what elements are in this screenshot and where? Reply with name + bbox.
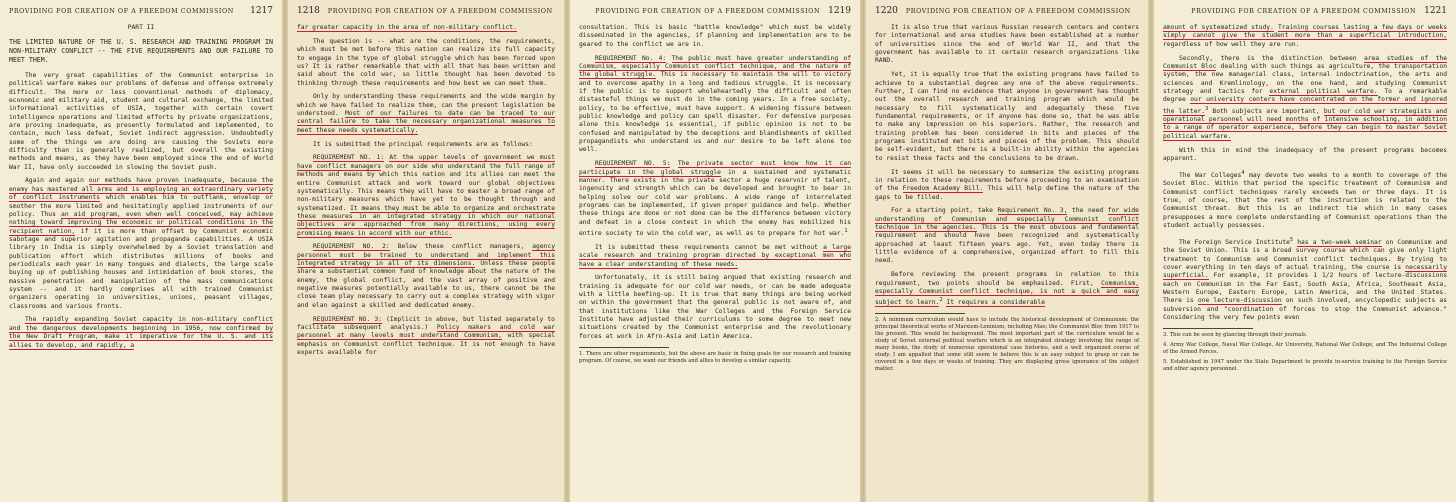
paragraph: Again and again our methods have proven inadequate, because the enemy has mastered all arms and is employing an extraordinary variety of conflict instruments which enables him to outflank, envelop or smother the more limited and hesitatingly applied instruments of our policy. Thus an aid program, even when well conceived, may achieve nothing toward improving the economic or political conditions in the recipient nation, if it is more than offset by Communist economic sabotage and superior agitation and propaganda capabilities. A USIA library in India is simply overwhelmed by a Soviet translation and publication effort which distributes millions of books and periodicals each year in many tongues and dialects, the large scale buying up of publishing houses and intimidation of book stores, the massive penetration and manipulation of the mass communications system -- and it hardly comprises all with trained Communist organizers operating in universities, unions, peasant villages, classrooms and various fronts.: [9, 177, 274, 310]
highlighted-text: It means they must be able to organize and orchestrate these measures in an integrated strategy in which our national objectives are approached from many directions, using every promising means in accord with our ethic.: [297, 204, 555, 237]
highlighted-text: far greater capacity in the area of non-military conflict.: [297, 24, 517, 31]
footnote-2: 2. A minimum curriculum would have to include the historical development of Communism; the principal theoretical works of Marxism-Leninism, including Mao; the Communist Bloc from 1917 to the present. This would be background. The most important part of the curriculum would be a study of Soviet external political warfare which is an integrated strategy involving the range of many books, the study of numerous operational case histories, and a well organized course of study. I am appalled that some still seem to believe this is an easy subject to grasp or can be covered in a few days or weeks of training. They are displaying gross ignorance of the subject matter.: [875, 317, 1139, 373]
highlighted-text: necessarily superficial.: [1163, 263, 1447, 280]
footnote-1: 1. There are other requirements, but the above are basic in fixing goals for our research and training program. Of course, we want our friends and allies to develop a similar capacity.: [579, 350, 851, 364]
page-1218: [288, 0, 564, 502]
running-header: PROVIDING FOR CREATION OF A FREEDOM COMMISSION: [9, 8, 234, 15]
highlighted-text: It requires a considerable: [946, 299, 1045, 307]
paragraph: [297, 24, 555, 32]
highlighted-text: our university centers have concentrated on the former and ignored the latter.: [1163, 96, 1447, 115]
paragraph: It seems it will be necessary to summarize the existing programs in relation to these requirements before proceeding to an examination of the Freedom Academy Bill. This will help define the nature of the gaps to be filled.: [875, 168, 1139, 201]
page-header: [875, 6, 1139, 16]
footnote-ref: 1: [844, 227, 848, 234]
requirement-1: REQUIREMENT NO. 1: At the upper levels of government we must have conflict managers on our side who understand the full range of methods and means by which this nation and its allies can meet the entire Communist attack and work toward our global objectives systematically. This means they will have to master a broad range of non-military measures which have yet to be thought through and systematized. It means they must be able to organize and orchestrate these measures in an integrated strategy in which our national objectives are approached from many directions, using every promising means in accord with our ethic.: [297, 154, 556, 237]
page-1217: [0, 0, 282, 502]
page-number: 1217: [250, 6, 273, 16]
paragraph: With this in mind the inadequacy of the present programs becomes apparent.: [1163, 146, 1447, 162]
footnote-5: 5. Established in 1947 under the State Department to provide in-service training to the Foreign Service and other agency personnel.: [1163, 358, 1447, 372]
highlighted-text: Communism, especially Communist conflict technique, is not a quick and easy subject to learn.: [875, 279, 1139, 307]
highlighted-text: one lecture-discussion: [1197, 297, 1282, 305]
page-header: [9, 6, 273, 16]
paragraph: It is submitted the principal requirements are as follows:: [313, 140, 533, 148]
paragraph: amount of systematized study. Training courses lasting a few days or weeks simply cannot give the student more than a superficial introduction, regardless of how well they are run.: [1163, 24, 1447, 48]
highlighted-text: has a two-week seminar: [1297, 238, 1382, 246]
highlighted-text: Policy makers and cold war personnel at many levels must understand Communism,: [297, 324, 555, 340]
requirement-2: REQUIREMENT NO. 2: Below these conflict managers, agency personnel must be trained to understand and implement this integrated strategy in all of its dimensions. Unless these people share a substantial common fund of knowledge about the nature of the enemy, the global conflict, and the vast array of positive and negative measures potentially available to us, there cannot be the close team play necessary to carry out a complex strategy with vigor and elan against a skilled and dedicated enemy.: [297, 243, 555, 309]
paragraph: Yet, it is equally true that the existing programs have failed to achieve to a substantial degree any one of the above requirements. Further, I can find no evidence that anyone in government has thought out the overall research and training program which would be necessary to fill systematically and adequately these five fundamental requirements, or if anyone has done so, that he was able to make any impression on his superiors. Rather, the research and training problem has been considered in bits and pieces of the programs instituted met bits and pieces of the problem. This should be self-evident, but there is a built-in ability within the agencies to resist these facts and the conclusions to be drawn.: [875, 71, 1139, 162]
footnote-ref: 3: [1205, 105, 1209, 112]
paragraph: The question is -- what are the conditions, the requirements, which must be met before this nation can realize its full capacity to engage in the type of global struggle which has been forced upon us? It is rather remarkable that with all that has been written and said about the cold war, so little thought has been devoted to thinking through these requirements and how best we can meet them.: [297, 37, 555, 87]
highlighted-text: agency personnel must be trained to understand and implement this integrated strategy in all of its dimensions.: [297, 243, 555, 268]
requirement-label: REQUIREMENT NO. 1:: [313, 154, 385, 162]
footnote-rule: [875, 313, 965, 314]
paragraph: The Foreign Service Institute$^5$ has a two-week seminar on Communism and the Soviet Union. This is a broad survey course which can give only light treatment to Communism and Communist conflict techniques. By trying to cover everything in ten days of actual training, the course is necessarily superficial. For example, it provides 1 1/2 hours of lecture-discussions each on Communism in the Far East, South Asia, Africa, Southeast Asia, Western Europe, Eastern Europe, Latin America, and the United States. There is one lecture-discussion on such involved, encyclopedic subjects as subversion and "coordination of forces to stop the Communist advance." Considering the very few points even: [1163, 236, 1448, 321]
paragraph: consultation. This is basic "battle knowledge" which must be widely disseminated in the agencies, if planning and implementation are to be geared to the conflict we are in.: [579, 24, 851, 48]
running-header: PROVIDING FOR CREATION OF A FREEDOM COMMISSION: [327, 8, 553, 15]
paragraph: Only by understanding these requirements and the wide margin by which we have failed to realize them, can the present legislation be understood. Most of our failures to date can be traced to our central failure to take the necessary organizational measures to meet these needs systematically.: [297, 93, 556, 134]
footnote-rule: [1163, 328, 1253, 329]
page-number: 1220: [875, 6, 898, 16]
highlighted-text: The private sector must know how it can participate in the global struggle: [579, 160, 851, 176]
requirement-label: REQUIREMENT NO. 2:: [313, 243, 390, 251]
page-1219: [570, 0, 860, 502]
page-1220: [866, 0, 1148, 502]
part-heading: PART II: [127, 24, 155, 31]
highlighted-text: Most of our failures to date can be traced to our central failure to take the necessary organizational measures to meet these needs systematically.: [297, 110, 556, 134]
page-header: [1163, 6, 1447, 16]
highlighted-text: a large scale research and training program directed by exceptional men who have a clear understanding of these needs.: [579, 243, 851, 268]
paragraph: It is also true that various Russian research centers and centers for international and area studies have been established at a number of universities since the end of World War II, and that the government has available to it certain research organizations like RAND.: [875, 24, 1139, 65]
highlighted-text: Requirement No. 3,: [997, 207, 1068, 215]
footnote-4: 4. Army War College, Naval War College, Air University, National War College, and The Industrial College of the Armed Forces.: [1163, 341, 1447, 355]
footnote-ref: 4: [1241, 169, 1245, 176]
running-header: PROVIDING FOR CREATION OF A FREEDOM COMMISSION: [1191, 8, 1417, 15]
footnote-ref: 2: [939, 297, 943, 304]
paragraph: Secondly, there is the distinction between area studies of the Communist Bloc dealing with such things as agriculture, the transportation system, the new managerial class, internal indoctrination, the arts and sciences and Kremlinology, on the one hand, and studying Communist strategy and tactics for external political warfare. To a remarkable degree our university centers have concentrated on the former and ignored the latter.$^3$ Both subjects are important, but our cold war strategists and operational personnel will need months of intensive schooling, in addition to a range of operator experience, before they can begin to master Soviet political warfare.: [1163, 54, 1448, 140]
requirement-4: REQUIREMENT No. 4: The public must have greater understanding of Communism, especially Communist conflict technique, and the nature of the global struggle. This is necessary to maintain the will to victory and to overcome apathy in a long and tedious struggle. It is necessary if the public is to support wholeheartedly the difficult and often distasteful things we must do in the coming years. In a free society, policy, to be effective, must have support. A widening fissure between public knowledge and policy can spell disaster. For defensive purposes alone this knowledge is essential, if public opinion is not to be confused and manipulated by the deceptions and blandishments of skilled propagandists who understand us and our desire to be left alone too well.: [579, 54, 852, 154]
highlighted-text: Training courses lasting a few days or weeks simply cannot give the student more than a superficial introduction,: [1163, 24, 1447, 40]
running-header: PROVIDING FOR CREATION OF A FREEDOM COMMISSION: [595, 8, 821, 15]
footnote-ref: 5: [1289, 236, 1294, 243]
highlighted-text: an aid program, even when well conceived, may achieve nothing toward improving the economic or political conditions in the recipient nation,: [9, 210, 273, 235]
section-title: THE LIMITED NATURE OF THE U. S. RESEARCH AND TRAINING PROGRAM IN NON-MILITARY CONFLICT -- THE FIVE REQUIREMENTS AND OUR FAILURE TO MEET THEM.: [9, 37, 273, 64]
running-header: PROVIDING FOR CREATION OF A FREEDOM COMMISSION: [905, 8, 1131, 15]
highlighted-text: our methods have proven inadequate, because the enemy has mastered all arms and is employing an extraordinary variety of conflict instruments: [9, 177, 273, 202]
page-number: 1218: [297, 6, 320, 16]
paragraph: Unfortunately, it is still being argued that existing research and training is adequate for our cold war needs, or can be made adequate with a little beefing-up. It is true that many things are being worked on within the government that the general public is not aware of, and that institutions like the War Colleges and the Foreign Service Institute have adjusted their curriculums to some degree to meet new situations created by the Communist enterprise and the revolutionary forces at work in Afro-Asia and Latin America.: [579, 274, 851, 340]
highlighted-text: amount of systematized study.: [1163, 24, 1274, 31]
paragraph: [9, 316, 273, 349]
highlighted-text: The rapidly expanding Soviet capacity in non-military conflict and the dangerous developments beginning in 1956, now confirmed by the New Draft Program, make it imperative for the U. S. and its allies to develop, and rapidly, a: [9, 316, 273, 349]
paragraph: Before reviewing the present programs in relation to this requirement, two points should be emphasized. First, Communism, especially Communist conflict technique, is not a quick and easy subject to learn.$^2$ It requires a considerable: [875, 271, 1139, 307]
requirement-label: REQUIREMENT No. 4:: [595, 54, 667, 62]
requirement-5: REQUIREMENT NO. 5: The private sector must know how it can participate in the global struggle in a sustained and systematic manner. There exists in the private sector a huge reservoir of talent, ingenuity and strength which can be developed and brought to bear in helping solve our cold war problems. A wide range of interrelated programs can be implemented, if given proper guidance and help. Whether these things are done or not done can be the difference between victory and defeat in a close contest in which the enemy has mobilized his entire society to win the cold war, as well as to prepare for hot war.$^1$: [579, 160, 851, 237]
requirement-label: REQUIREMENT NO. 3:: [313, 315, 382, 323]
page-header: [297, 6, 555, 16]
paragraph: For a starting point, take Requirement No. 3, the need for wide understanding of Communism and especially Communist conflict technique in the agencies. This is the most obvious and fundamental requirement and should have been recognized and systematically approached at least fifteen years ago. Yet, even today there is little evidence of a comprehensive, organized effort to fill this need.: [875, 207, 1139, 265]
footnote-3: 3. This can be seen by glancing through their journals.: [1163, 331, 1308, 338]
page-1221: [1154, 0, 1456, 502]
page-number: 1219: [828, 6, 851, 16]
paragraph: It is submitted these requirements cannot be met without a large scale research and training program directed by exceptional men who have a clear understanding of these needs.: [579, 243, 851, 268]
paragraph: The War Colleges$^4$ may devote two weeks to a month to coverage of the Soviet Bloc. Within that period the specific treatment of Communism and Communist conflict techniques rarely exceeds two or three days. It is true, of course, that the rest of the instruction is related to the Communist threat. But this is an indirect tie which in many cases presupposes a more complete understanding of Communist operations than the student actually possesses.: [1163, 169, 1447, 229]
highlighted-text: At the upper levels of government we must have conflict managers: [297, 154, 556, 170]
highlighted-text: external political warfare.: [1269, 87, 1378, 95]
highlighted-text: The public must have greater understanding of Communism, especially Communist conflict technique, and the nature of the global struggle.: [579, 54, 851, 79]
page-header: [579, 6, 851, 16]
footnote-rule: [579, 347, 669, 348]
highlighted-text: area studies of the Communist Bloc: [1163, 54, 1447, 70]
requirement-3: REQUIREMENT NO. 3: (Implicit in above, but listed separately to facilitate subsequent analysis.) Policy makers and cold war personnel at many levels must understand Communism, with special emphasis on Communist conflict technique. It is not enough to have experts available for: [297, 315, 556, 357]
highlighted-text: for wide understanding of Communism and especially Communist conflict technique in the agencies.: [875, 207, 1139, 232]
highlighted-text: Freedom Academy Bill.: [902, 185, 984, 193]
paragraph: The very great capabilities of the Communist enterprise in political warfare makes our problems of defense and offense extremely difficult. The more or less conventional methods of diplomacy, economic and military aid, student and cultural exchange, the limited informational activities of USIA, together with certain covert intelligence operations and limited efforts by private organizations, are proving inadequate, as presently formulated and implemented, to contain, much less defeat, Soviet indirect aggression. Undoubtedly some of the things we are doing are causing the Soviets more difficulty than is generally realized, but overall the existing methods and means, as they have been employed since the end of World War II, have only succeeded in slowing the Soviet push.: [9, 71, 273, 171]
highlighted-text: but our cold war strategists and operational personnel will need months of intensive schooling, in addition to a range of operator experience, before they can begin to master Soviet political warfare.: [1163, 107, 1448, 140]
requirement-label: REQUIREMENT NO. 5:: [595, 160, 671, 168]
page-number: 1221: [1424, 6, 1447, 16]
